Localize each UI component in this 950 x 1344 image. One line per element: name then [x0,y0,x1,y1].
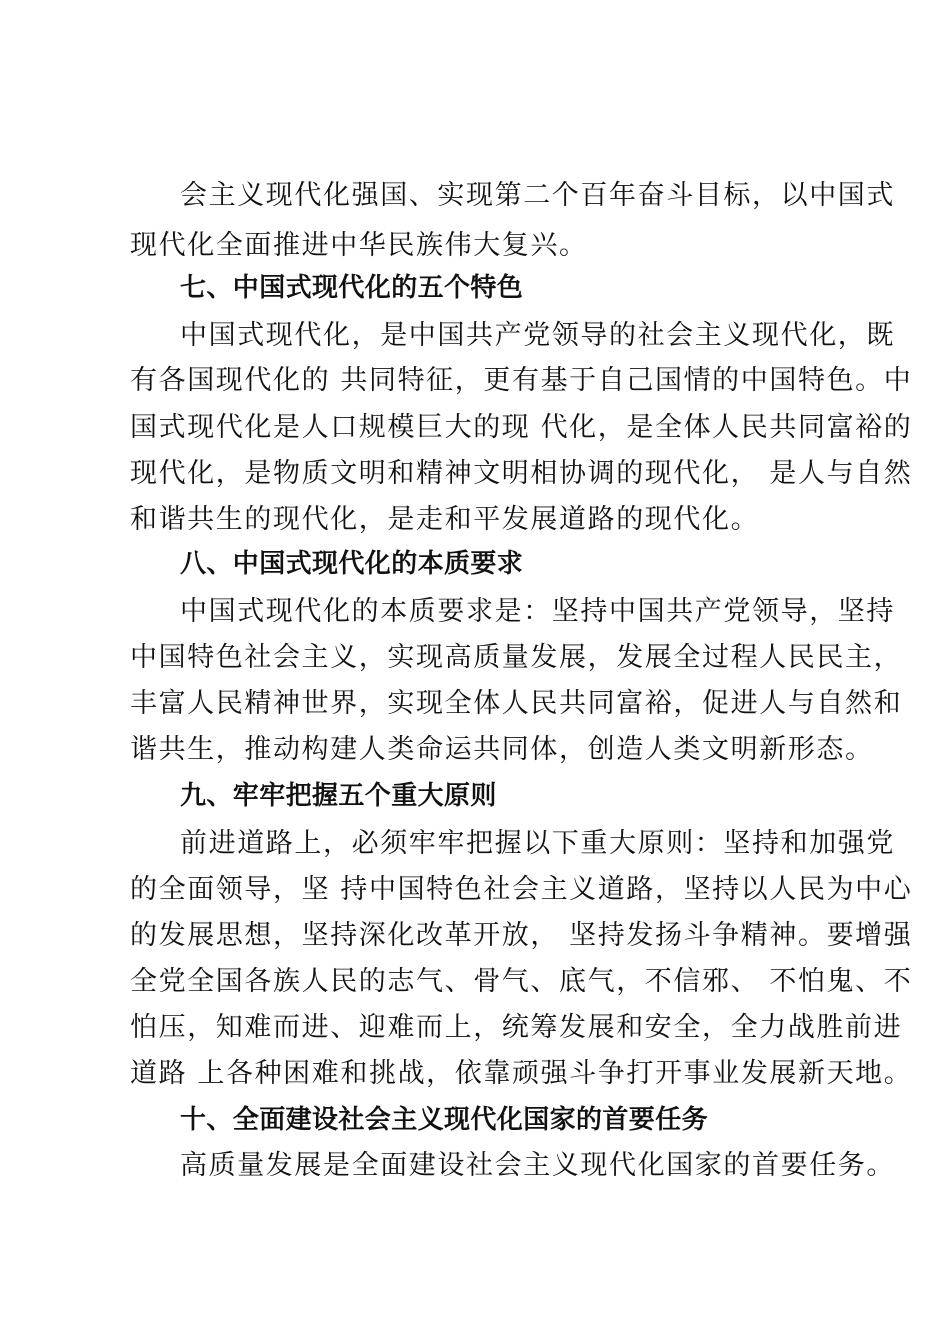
paragraph-line: 现代化，是物质文明和精神文明相协调的现代化， 是人与自然 [130,458,913,489]
section-heading-10: 十、全面建设社会主义现代化国家的首要任务 [180,1105,709,1135]
paragraph-line: 的全面领导，坚 持中国特色社会主义道路，坚持以人民为中心 [130,874,913,905]
paragraph-line: 丰富人民精神世界，实现全体人民共同富裕，促进人与自然和 [130,688,903,719]
paragraph-line: 怕压，知难而进、迎难而上，统筹发展和安全，全力战胜前进 [130,1012,903,1043]
paragraph-line: 有各国现代化的 共同特征，更有基于自己国情的中国特色。中 [130,365,913,396]
paragraph-line: 和谐共生的现代化，是走和平发展道路的现代化。 [130,504,760,535]
section-heading-7: 七、中国式现代化的五个特色 [180,273,524,303]
section-heading-9: 九、牢牢把握五个重大原则 [180,781,497,811]
paragraph-line: 中国特色社会主义，实现高质量发展，发展全过程人民民主， [130,642,903,673]
paragraph-line: 全党全国各族人民的志气、骨气、底气，不信邪、 不怕鬼、不 [130,966,913,997]
paragraph-line: 中国式现代化的本质要求是：坚持中国共产党领导，坚持 [180,596,895,627]
paragraph-line: 现代化全面推进中华民族伟大复兴。 [130,230,588,261]
paragraph-line: 谐共生，推动构建人类命运共同体，创造人类文明新形态。 [130,734,874,765]
paragraph-line: 道路 上各种困难和挑战，依靠顽强斗争打开事业发展新天地。 [130,1058,913,1089]
paragraph-line: 高质量发展是全面建设社会主义现代化国家的首要任务。 [180,1150,895,1181]
paragraph-line: 会主义现代化强国、实现第二个百年奋斗目标，以中国式 [180,180,895,211]
section-heading-8: 八、中国式现代化的本质要求 [180,549,524,579]
paragraph-line: 国式现代化是人口规模巨大的现 代化，是全体人民共同富裕的 [130,412,913,443]
paragraph-line: 的发展思想，坚持深化改革开放， 坚持发扬斗争精神。要增强 [130,920,913,951]
paragraph-line: 中国式现代化，是中国共产党领导的社会主义现代化，既 [180,320,895,351]
paragraph-line: 前进道路上，必须牢牢把握以下重大原则：坚持和加强党 [180,828,895,859]
